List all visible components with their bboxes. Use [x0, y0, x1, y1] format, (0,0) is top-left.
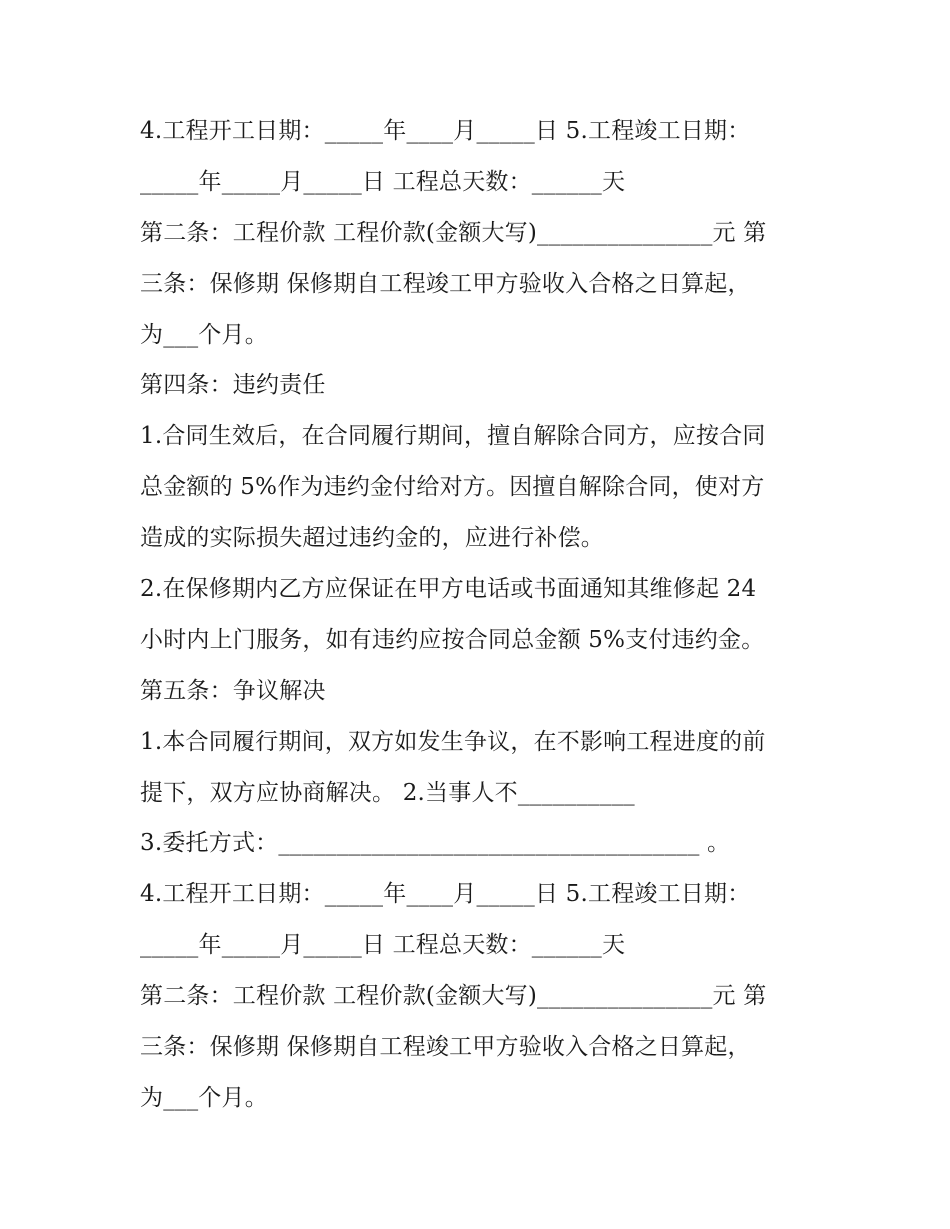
text-line: 4.工程开工日期：_____年____月_____日 5.工程竣工日期：: [140, 118, 751, 144]
text-line: 4.工程开工日期：_____年____月_____日 5.工程竣工日期：: [140, 881, 751, 908]
text-line: 3.委托方式：____________________________________ 。: [140, 830, 731, 857]
text-line: 1.合同生效后，在合同履行期间，擅自解除合同方，应按合同: [140, 423, 766, 450]
text-line: 为___个月。: [140, 321, 268, 348]
text-line: 造成的实际损失超过违约金的，应进行补偿。: [140, 525, 604, 552]
text-line: _____年_____月_____日 工程总天数：______天: [140, 932, 626, 959]
document-page: [140, 106, 810, 1124]
text-line: 第二条：工程价款 工程价款(金额大写)_______________元 第: [140, 219, 767, 246]
text-line: 第二条：工程价款 工程价款(金额大写)_______________元 第: [140, 983, 767, 1010]
section-heading: 第四条：违约责任: [140, 372, 326, 399]
text-line: 为___个月。: [140, 1084, 268, 1111]
text-line: 总金额的 5%作为违约金付给对方。因擅自解除合同，使对方: [140, 474, 765, 501]
text-line: 小时内上门服务，如有违约应按合同总金额 5%支付违约金。: [140, 626, 765, 653]
text-line: _____年_____月_____日 工程总天数：______天: [140, 168, 626, 195]
text-line: 三条：保修期 保修期自工程竣工甲方验收入合格之日算起，: [140, 1034, 751, 1061]
text-line: 2.在保修期内乙方应保证在甲方电话或书面通知其维修起 24: [140, 576, 757, 603]
text-line: 1.本合同履行期间，双方如发生争议，在不影响工程进度的前: [140, 728, 766, 755]
text-line: 提下，双方应协商解决。 2.当事人不__________: [140, 779, 635, 806]
text-line: 三条：保修期 保修期自工程竣工甲方验收入合格之日算起，: [140, 270, 751, 297]
section-heading: 第五条：争议解决: [140, 677, 326, 704]
